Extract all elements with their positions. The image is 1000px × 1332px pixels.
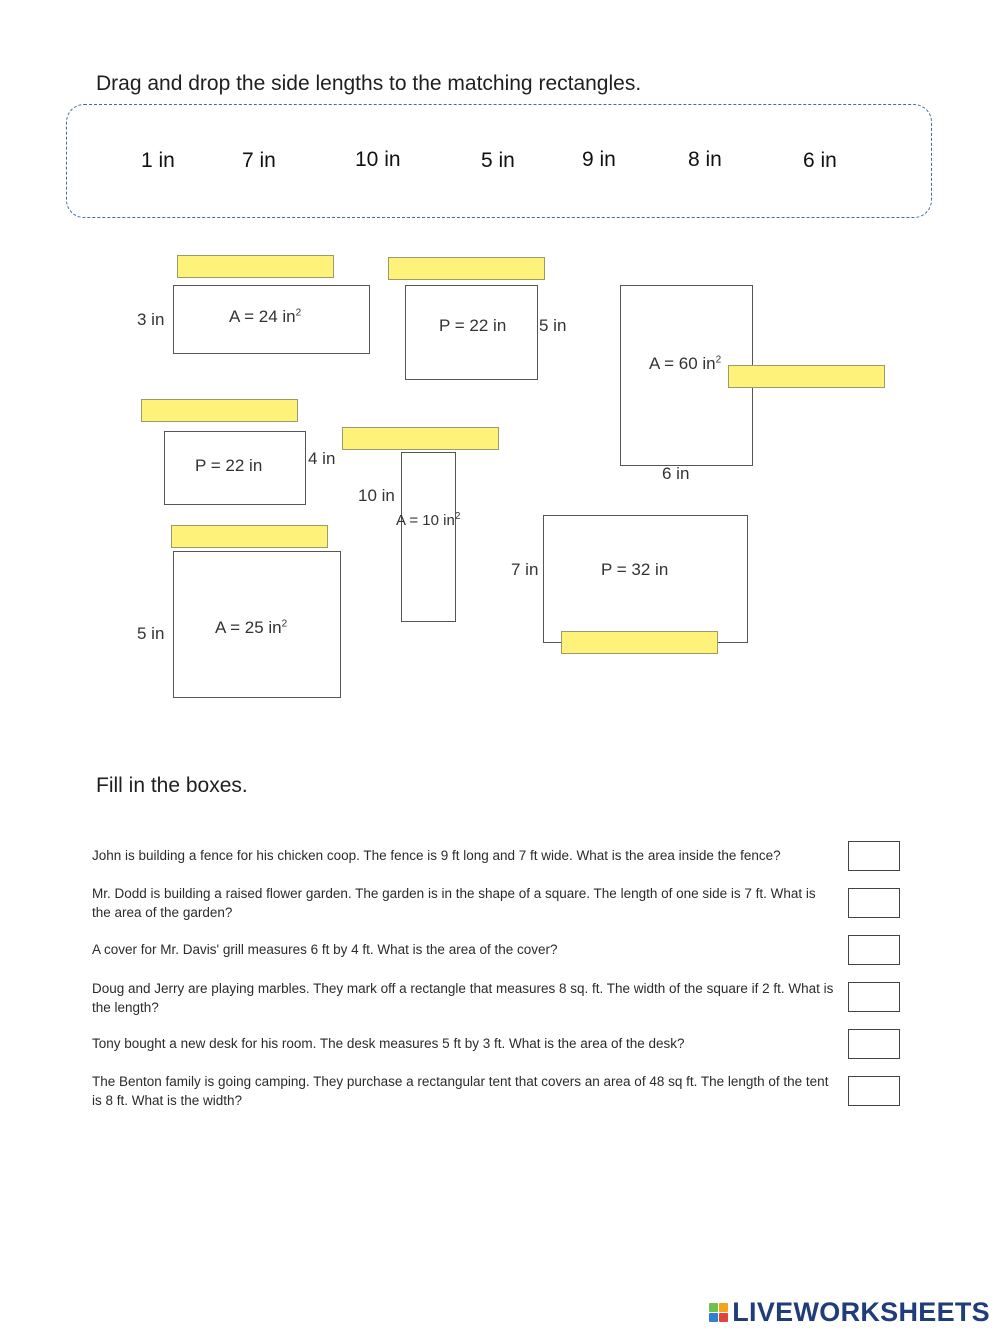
question-3: A cover for Mr. Davis' grill measures 6 ft by 4 ft. What is the area of the cover? xyxy=(92,942,558,957)
rect-3-formula: A = 60 $in^2$ xyxy=(649,354,722,373)
rect-6-given-side: 5 in xyxy=(137,624,165,643)
answer-box-1[interactable] xyxy=(848,841,900,871)
liveworksheets-logo-icon xyxy=(709,1303,728,1322)
rect-1-formula: A = 24 $in^2$ xyxy=(229,307,302,326)
drag-instructions: Drag and drop the side lengths to the matching rectangles. xyxy=(96,72,642,95)
rect-2-given-side: 5 in xyxy=(539,316,567,335)
rect-7-formula: P = 32 in xyxy=(601,560,669,579)
chip-5-in[interactable]: 5 in xyxy=(481,149,515,172)
rect-5-given-side: 10 in xyxy=(358,486,395,505)
word-bank xyxy=(66,104,932,218)
chip-10-in[interactable]: 10 in xyxy=(355,148,401,171)
drop-zone-rect-1[interactable] xyxy=(177,255,334,278)
question-1: John is building a fence for his chicken coop. The fence is 9 ft long and 7 ft wide. What is the area inside the fence? xyxy=(92,848,781,863)
rect-5-formula: A = 10 $in^2$ xyxy=(396,511,461,529)
chip-7-in[interactable]: 7 in xyxy=(242,149,276,172)
answer-box-2[interactable] xyxy=(848,888,900,918)
drop-zone-rect-7[interactable] xyxy=(561,631,718,654)
question-2: Mr. Dodd is building a raised flower garden. The garden is in the shape of a square. The length of one side is 7 ft. What is the area of the garden? xyxy=(92,886,816,920)
chip-6-in[interactable]: 6 in xyxy=(803,149,837,172)
question-6: The Benton family is going camping. They purchase a rectangular tent that covers an area of 48 sq ft. The length of the tent is 8 ft. What is the width? xyxy=(92,1074,829,1108)
rect-4-given-side: 4 in xyxy=(308,449,336,468)
brand-name: LIVEWORKSHEETS xyxy=(732,1297,990,1327)
drop-zone-rect-3[interactable] xyxy=(728,365,885,388)
chip-1-in[interactable]: 1 in xyxy=(141,149,175,172)
question-5: Tony bought a new desk for his room. The desk measures 5 ft by 3 ft. What is the area of the desk? xyxy=(92,1036,685,1051)
rect-3-given-side: 6 in xyxy=(662,464,690,483)
fill-instructions: Fill in the boxes. xyxy=(96,774,248,797)
answer-box-3[interactable] xyxy=(848,935,900,965)
drop-zone-rect-6[interactable] xyxy=(171,525,328,548)
drop-zone-rect-5[interactable] xyxy=(342,427,499,450)
question-4: Doug and Jerry are playing marbles. They mark off a rectangle that measures 8 sq. ft. The width of the square if 2 ft. What is the length? xyxy=(92,981,834,1015)
chip-8-in[interactable]: 8 in xyxy=(688,148,722,171)
chip-9-in[interactable]: 9 in xyxy=(582,148,616,171)
drop-zone-rect-2[interactable] xyxy=(388,257,545,280)
rect-2-formula: P = 22 in xyxy=(439,316,507,335)
answer-box-5[interactable] xyxy=(848,1029,900,1059)
answer-box-4[interactable] xyxy=(848,982,900,1012)
drop-zone-rect-4[interactable] xyxy=(141,399,298,422)
answer-box-6[interactable] xyxy=(848,1076,900,1106)
rect-4-formula: P = 22 in xyxy=(195,456,263,475)
liveworksheets-brand xyxy=(709,1297,990,1328)
rect-7-given-side: 7 in xyxy=(511,560,539,579)
rect-1-given-side: 3 in xyxy=(137,310,165,329)
rect-6-formula: A = 25 $in^2$ xyxy=(215,618,288,637)
rectangle-5 xyxy=(401,452,456,622)
